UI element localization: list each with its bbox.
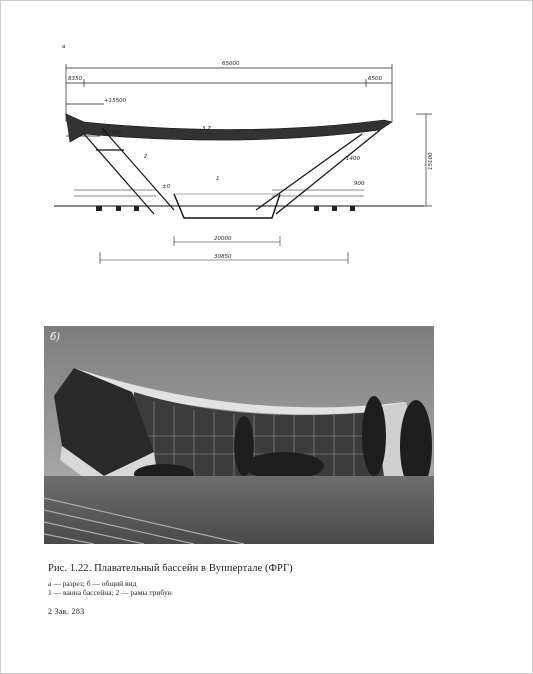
dim-right-offset: 6500	[368, 76, 382, 82]
caption-line-1: а — разрез; б — общий вид	[48, 579, 137, 588]
callout-1: 1	[216, 176, 220, 182]
drawing-label: а	[62, 44, 66, 50]
building-photo-svg	[44, 326, 434, 544]
dim-overall-width: 65000	[222, 61, 240, 67]
dim-left-offset: 8350	[68, 76, 82, 82]
figure-caption	[48, 563, 468, 597]
page-footer: 2 Зак. 283	[48, 607, 85, 616]
section-drawing	[44, 30, 444, 270]
building-photo	[44, 326, 434, 544]
dim-frame-width: 1400	[346, 156, 360, 162]
dim-base-length: 30850	[214, 254, 232, 260]
photo-label: б)	[50, 332, 61, 343]
callout-2: 2	[144, 154, 148, 160]
dim-step: 900	[354, 181, 365, 187]
dim-pool-level: ±0	[162, 184, 171, 190]
dim-height: 15100	[428, 152, 434, 170]
dim-sag: 3.7	[202, 126, 211, 132]
caption-title: Рис. 1.22. Плавательный бассейн в Вуппертале (ФРГ)	[48, 563, 293, 574]
caption-line-2: 1 — ванна бассейна; 2 — рамы трибун	[48, 588, 172, 597]
dim-pool-length: 20000	[214, 236, 232, 242]
dim-side-level: +11600	[100, 130, 123, 136]
dim-top-level: +15500	[104, 98, 127, 104]
section-drawing-svg	[44, 30, 444, 270]
